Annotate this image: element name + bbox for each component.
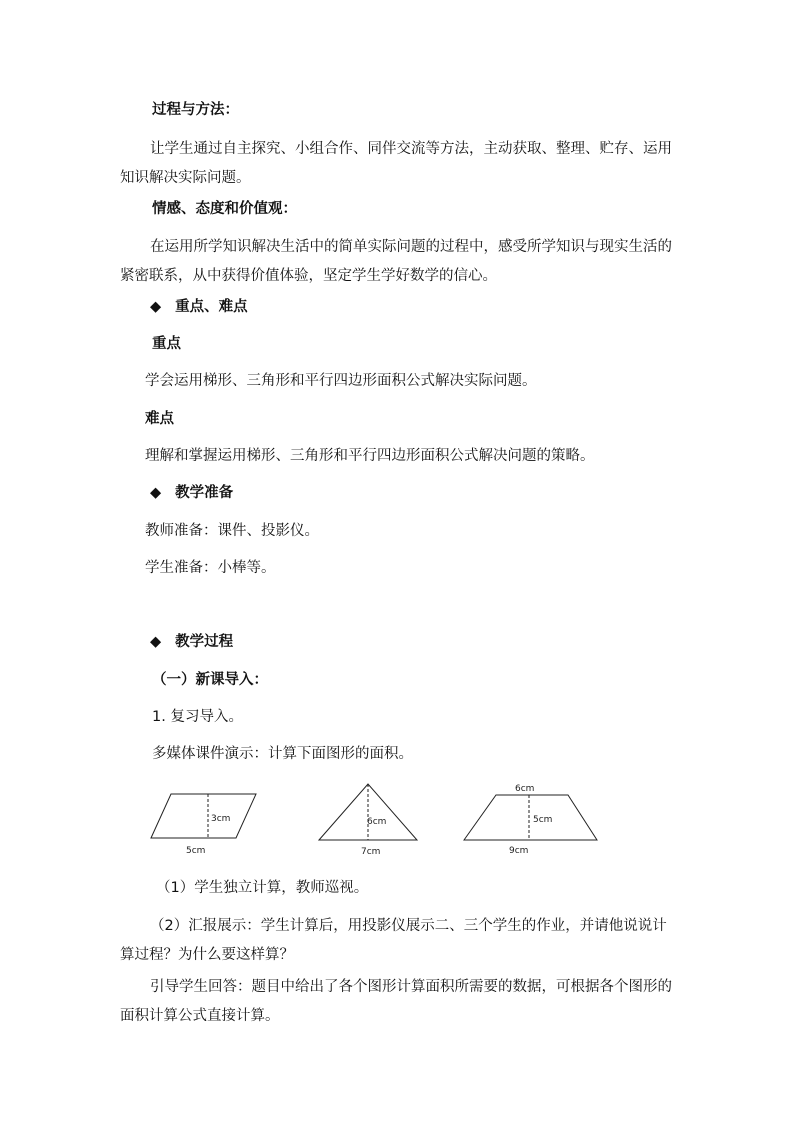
key-points-heading-text: 重点、难点 xyxy=(175,299,248,315)
parallelogram-shape xyxy=(151,794,256,838)
multimedia-demo: 多媒体课件演示：计算下面图形的面积。 xyxy=(152,746,413,762)
parallelogram-base-label: 5cm xyxy=(186,846,206,856)
activity-independent-calc: （1）学生独立计算，教师巡视。 xyxy=(156,880,369,896)
section-new-lesson-intro: （一）新课导入： xyxy=(152,672,268,688)
preparation-heading-text: 教学准备 xyxy=(175,485,234,501)
process-method-text: 让学生通过自主探究、小组合作、同伴交流等方法，主动获取、整理、贮存、运用知识解决实际问题。 xyxy=(120,141,672,186)
activity-report-display: （2）汇报展示：学生计算后，用投影仪展示二、三个学生的作业，并请他说说计算过程？为什么要这样算？ xyxy=(120,918,667,963)
trapezoid-height-label: 5cm xyxy=(533,815,553,825)
preparation-heading xyxy=(150,483,233,503)
difficulty-label: 难点 xyxy=(145,411,174,427)
difficulty-text: 理解和掌握运用梯形、三角形和平行四边形面积公式解决问题的策略。 xyxy=(145,448,595,464)
teacher-preparation: 教师准备：课件、投影仪。 xyxy=(145,523,319,539)
diamond-icon: ◆ xyxy=(150,485,162,501)
activity-guide-answer: 引导学生回答：题目中给出了各个图形计算面积所需要的数据，可根据各个图形的面积计算公式直接计算。 xyxy=(120,979,672,1024)
key-label: 重点 xyxy=(152,336,181,352)
step-review-intro: 1. 复习导入。 xyxy=(152,709,243,725)
diamond-icon: ◆ xyxy=(150,634,162,650)
process-method-title: 过程与方法： xyxy=(152,102,239,118)
triangle-height-label: 6cm xyxy=(367,817,387,827)
process-heading-text: 教学过程 xyxy=(175,634,234,650)
trapezoid-top-label: 6cm xyxy=(515,784,535,794)
process-heading xyxy=(150,632,233,652)
key-text: 学会运用梯形、三角形和平行四边形面积公式解决实际问题。 xyxy=(145,373,537,389)
parallelogram-figure xyxy=(140,785,270,860)
trapezoid-shape xyxy=(464,795,597,840)
trapezoid-figure xyxy=(455,778,605,860)
emotion-title: 情感、态度和价值观： xyxy=(152,201,297,217)
triangle-base-label: 7cm xyxy=(361,847,381,857)
emotion-text: 在运用所学知识解决生活中的简单实际问题的过程中，感受所学知识与现实生活的紧密联系，从中获得价值体验，坚定学生学好数学的信心。 xyxy=(120,239,672,284)
key-points-heading xyxy=(150,297,248,317)
parallelogram-height-label: 3cm xyxy=(211,814,231,824)
trapezoid-bottom-label: 9cm xyxy=(509,846,529,856)
student-preparation: 学生准备：小棒等。 xyxy=(145,560,276,576)
diamond-icon: ◆ xyxy=(150,299,162,315)
triangle-figure xyxy=(310,780,430,860)
